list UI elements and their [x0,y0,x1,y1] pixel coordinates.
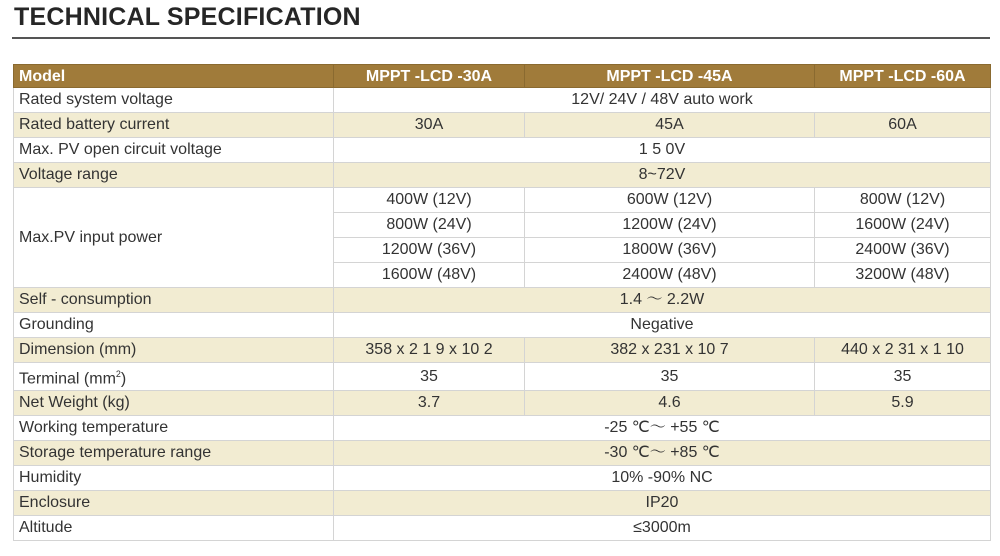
row-enclosure [14,491,991,516]
row-storage-temperature-range [14,441,991,466]
row-self-consumption [14,288,991,313]
row-value-45a: 35 [525,363,815,391]
row-value: 1 5 0V [334,138,991,163]
row-label: Voltage range [14,163,334,188]
row-value-45a: 382 x 231 x 10 7 [525,338,815,363]
row-value: 12V/ 24V / 48V auto work [334,88,991,113]
row-rated-battery-current [14,113,991,138]
row-label: Working temperature [14,416,334,441]
row-label: Grounding [14,313,334,338]
row-terminal [14,363,991,391]
pv-power-60a: 3200W (48V) [815,263,991,288]
title-divider [12,37,990,39]
row-value-30a: 35 [334,363,525,391]
pv-power-60a: 1600W (24V) [815,213,991,238]
row-value: -30 ℃～ +85 ℃ [334,441,991,466]
row-max-pv-open-circuit-voltage [14,138,991,163]
pv-power-60a: 800W (12V) [815,188,991,213]
row-value: 1.4 ～ 2.2W [334,288,991,313]
row-label: Altitude [14,516,334,541]
row-value: IP20 [334,491,991,516]
pv-power-30a: 1600W (48V) [334,263,525,288]
pv-power-45a: 1200W (24V) [525,213,815,238]
row-humidity [14,466,991,491]
terminal-label-end: ) [120,370,127,388]
row-value-60a: 60A [815,113,991,138]
pv-power-45a: 2400W (48V) [525,263,815,288]
row-value-30a: 3.7 [334,391,525,416]
pv-power-45a: 600W (12V) [525,188,815,213]
row-altitude [14,516,991,541]
row-value-60a: 5.9 [815,391,991,416]
pv-power-30a: 1200W (36V) [334,238,525,263]
header-model-45a: MPPT -LCD -45A [525,65,815,88]
row-label: Max.PV input power [14,188,334,288]
row-working-temperature [14,416,991,441]
row-dimension [14,338,991,363]
row-label: Dimension (mm) [14,338,334,363]
row-value: Negative [334,313,991,338]
row-value-60a: 440 x 2 31 x 1 10 [815,338,991,363]
row-label: Rated system voltage [14,88,334,113]
terminal-label-text: Terminal (mm [19,370,116,388]
pv-power-45a: 1800W (36V) [525,238,815,263]
row-label: Enclosure [14,491,334,516]
row-voltage-range [14,163,991,188]
row-grounding [14,313,991,338]
row-label: Max. PV open circuit voltage [14,138,334,163]
page-title: TECHNICAL SPECIFICATION [14,3,361,31]
row-label: Rated battery current [14,113,334,138]
row-label: Self - consumption [14,288,334,313]
row-value-30a: 358 x 2 1 9 x 10 2 [334,338,525,363]
row-rated-system-voltage [14,88,991,113]
row-label: Humidity [14,466,334,491]
pv-power-30a: 400W (12V) [334,188,525,213]
row-max-pv-input-power-1 [14,188,991,213]
header-model-label: Model [14,65,334,88]
row-value-60a: 35 [815,363,991,391]
header-model-60a: MPPT -LCD -60A [815,65,991,88]
table-header-row [14,65,991,88]
row-value: 8~72V [334,163,991,188]
row-net-weight [14,391,991,416]
row-label: Net Weight (kg) [14,391,334,416]
row-value: -25 ℃～ +55 ℃ [334,416,991,441]
terminal-label-sup: 2 [115,369,121,379]
row-value-30a: 30A [334,113,525,138]
row-value: ≤3000m [334,516,991,541]
header-model-30a: MPPT -LCD -30A [334,65,525,88]
pv-power-30a: 800W (24V) [334,213,525,238]
spec-table [13,64,991,541]
row-value-45a: 45A [525,113,815,138]
row-label: Storage temperature range [14,441,334,466]
row-value: 10% -90% NC [334,466,991,491]
row-value-45a: 4.6 [525,391,815,416]
pv-power-60a: 2400W (36V) [815,238,991,263]
row-label [14,363,334,391]
